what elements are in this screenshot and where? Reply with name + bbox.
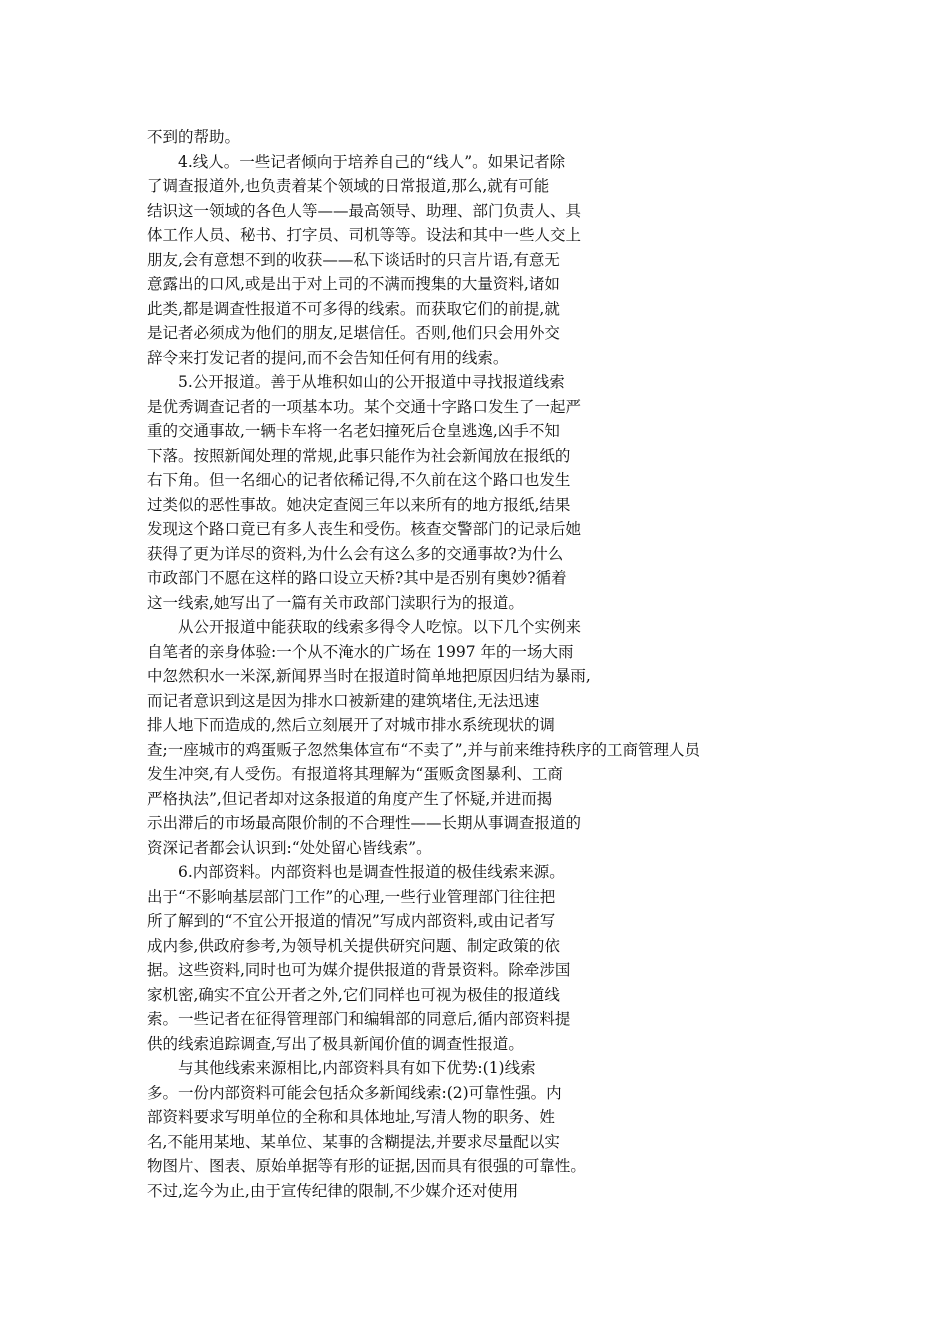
text-line: 右下角。但一名细心的记者依稀记得,不久前在这个路口也发生 <box>147 471 571 489</box>
text-line: 辞令来打发记者的提问,而不会告知任何有用的线索。 <box>147 348 509 367</box>
text-line: 示出滞后的市场最高限价制的不合理性——长期从事调查报道的 <box>147 814 582 832</box>
text-line: 部资料要求写明单位的全称和具体地址,写清人物的职务、姓 <box>147 1108 555 1126</box>
text-line: 意露出的口风,或是出于对上司的不满而搜集的大量资料,诸如 <box>147 275 560 293</box>
text-line: 所了解到的“不宜公开报道的情况”写成内部资料,或由记者写 <box>147 912 556 930</box>
text-line: 了调查报道外,也负责着某个领域的日常报道,那么,就有可能 <box>147 177 550 195</box>
text-line: 过类似的恶性事故。她决定查阅三年以来所有的地方报纸,结果 <box>147 495 571 514</box>
paragraph-start-line: 5.公开报道。善于从堆积如山的公开报道中寻找报道线索 <box>178 373 565 391</box>
text-line: 资深记者都会认识到:“处处留心皆线索”。 <box>147 838 432 857</box>
text-line: 索。一些记者在征得管理部门和编辑部的同意后,循内部资料提 <box>147 1010 571 1028</box>
text-line: 不到的帮助。 <box>147 128 241 146</box>
text-line: 名,不能用某地、某单位、某事的含糊提法,并要求尽量配以实 <box>147 1132 560 1151</box>
text-line: 朋友,会有意想不到的收获——私下谈话时的只言片语,有意无 <box>147 250 560 269</box>
text-line: 多。一份内部资料可能会包括众多新闻线索:(2)可靠性强。内 <box>147 1083 562 1102</box>
text-line: 供的线索追踪调查,写出了极具新闻价值的调查性报道。 <box>147 1034 524 1053</box>
paragraph-start-line: 从公开报道中能获取的线索多得令人吃惊。以下几个实例来 <box>178 618 582 636</box>
text-line: 体工作人员、秘书、打字员、司机等等。设法和其中一些人交上 <box>147 226 582 244</box>
paragraph-start-line: 4.线人。一些记者倾向于培养自己的“线人”。如果记者除 <box>178 152 566 171</box>
text-line: 家机密,确实不宜公开者之外,它们同样也可视为极佳的报道线 <box>147 985 560 1004</box>
text-line: 发生冲突,有人受伤。有报道将其理解为“蛋贩贪图暴利、工商 <box>147 765 563 783</box>
text-line: 是记者必须成为他们的朋友,足堪信任。否则,他们只会用外交 <box>147 324 560 342</box>
text-line: 这一线索,她写出了一篇有关市政部门渎职行为的报道。 <box>147 593 524 612</box>
text-line: 自笔者的亲身体验:一个从不淹水的广场在 1997 年的一场大雨 <box>147 642 574 661</box>
text-line: 发现这个路口竟已有多人丧生和受伤。核查交警部门的记录后她 <box>147 520 582 538</box>
text-line: 此类,都是调查性报道不可多得的线索。而获取它们的前提,就 <box>147 299 560 318</box>
text-line: 中忽然积水一米深,新闻界当时在报道时简单地把原因归结为暴雨, <box>147 667 591 685</box>
text-line: 成内参,供政府参考,为领导机关提供研究问题、制定政策的依 <box>147 936 560 955</box>
paragraph-start-line: 与其他线索来源相比,内部资料具有如下优势:(1)线索 <box>178 1059 536 1077</box>
text-line: 据。这些资料,同时也可为媒介提供报道的背景资料。除牵涉国 <box>147 961 571 979</box>
text-line: 获得了更为详尽的资料,为什么会有这么多的交通事故?为什么 <box>147 544 564 563</box>
text-line: 严格执法”,但记者却对这条报道的角度产生了怀疑,并进而揭 <box>147 789 553 808</box>
text-line: 物图片、图表、原始单据等有形的证据,因而具有很强的可靠性。 <box>147 1157 586 1175</box>
text-line: 结识这一领域的各色人等——最高领导、助理、部门负责人、具 <box>147 201 582 220</box>
text-line: 是优秀调查记者的一项基本功。某个交通十字路口发生了一起严 <box>147 397 582 416</box>
text-line: 出于“不影响基层部门工作”的心理,一些行业管理部门往往把 <box>147 887 556 906</box>
text-line: 重的交通事故,一辆卡车将一名老妇撞死后仓皇逃逸,凶手不知 <box>147 422 560 440</box>
paragraph-start-line: 6.内部资料。内部资料也是调查性报道的极佳线索来源。 <box>178 863 565 881</box>
text-line: 市政部门不愿在这样的路口设立天桥?其中是否别有奥妙?循着 <box>147 569 567 587</box>
text-line: 不过,迄今为止,由于宣传纪律的限制,不少媒介还对使用 <box>147 1181 519 1200</box>
text-line: 查;一座城市的鸡蛋贩子忽然集体宣布“不卖了”,并与前来维持秩序的工商管理人员 <box>147 740 700 759</box>
text-line: 排人地下而造成的,然后立刻展开了对城市排水系统现状的调 <box>147 716 555 734</box>
text-line: 而记者意识到这是因为排水口被新建的建筑堵住,无法迅速 <box>147 691 540 710</box>
text-line: 下落。按照新闻处理的常规,此事只能作为社会新闻放在报纸的 <box>147 446 571 465</box>
body-text <box>147 125 937 1203</box>
